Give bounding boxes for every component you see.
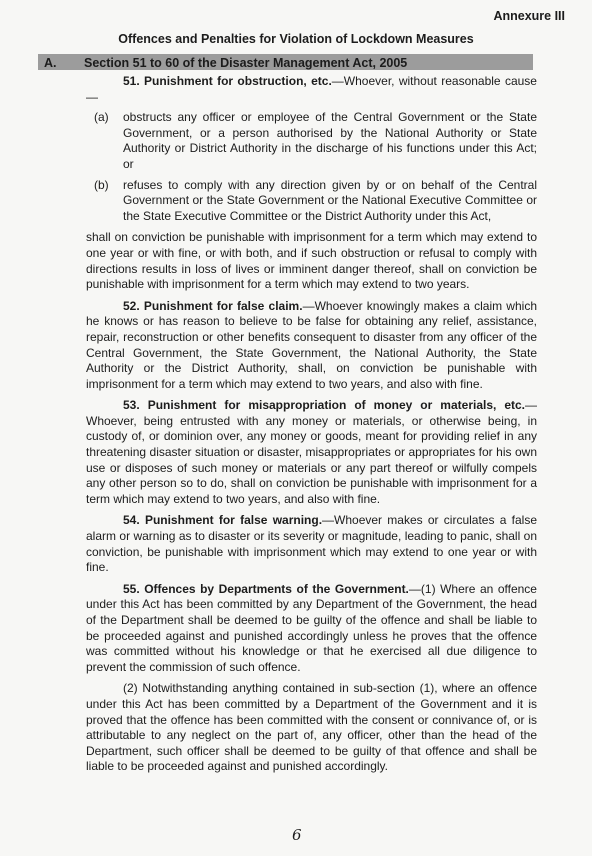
page-title: Offences and Penalties for Violation of Lockdown Measures <box>118 32 474 46</box>
section-letter: A. <box>44 56 57 70</box>
clause-a-label: (a) <box>94 110 109 125</box>
section-52-text: —Whoever knowingly makes a claim which he knows or has reason to believe to be false for obtaining any relief, assistance, repair, reconstruction or other benefits consequent to disaster from any officer of the Central Government, the State Government, the National Authority, the State Authority or the District Authority, shall, on conviction be punishable with imprisonment for a term which may extend to two years, and also with fine. <box>86 298 537 391</box>
clause-b-text: refuses to comply with any direction given by or on behalf of the Central Government or the State Government or the National Executive Committee or the State Executive Committee or the District Authority under this Act, <box>123 177 537 223</box>
section-54-heading: Punishment for false warning. <box>144 513 323 528</box>
section-55-paragraph-2: (2) Notwithstanding anything contained in sub-section (1), where an offence under this Act has been committed by a Department of the Government and it is proved that the offence has been committed with the consent or connivance of, or is attributable to any neglect on the part of, any officer, other than the head of the Department, such officer shall be deemed to be guilty of that offence and shall be liable to be proceeded against and punished accordingly. <box>86 681 537 774</box>
section-55-number: 55. <box>123 581 140 596</box>
section-52-heading: Punishment for false claim. <box>143 298 303 313</box>
section-53-heading: Punishment for misappropriation of money or materials, etc. <box>147 398 525 413</box>
section-52-number: 52. <box>123 298 140 313</box>
section-55-paragraph-1 <box>86 582 537 676</box>
section-51-heading: Punishment for obstruction, etc. <box>144 74 332 88</box>
section-53-number: 53. <box>123 398 140 413</box>
page-number: 6 <box>292 826 302 844</box>
section-55-heading: Offences by Departments of the Government. <box>144 581 409 596</box>
section-51-intro-text: —Whoever, without reasonable cause — <box>86 74 537 104</box>
section-54-number: 54. <box>123 513 140 528</box>
section-52-paragraph <box>86 299 537 393</box>
document-body <box>86 74 537 775</box>
section-51-closing: shall on conviction be punishable with imprisonment for a term which may extend to one year or with fine, or with both, and if such obstruction or refusal to comply with directions results in loss of lives or imminent danger thereof, shall on conviction be punishable with imprisonment for a term which may extend to two years. <box>86 230 537 292</box>
section-51-intro <box>86 74 537 105</box>
annexure-label: Annexure III <box>493 9 565 23</box>
section-54-paragraph <box>86 513 537 575</box>
section-53-text: — Whoever, being entrusted with any money or materials, or otherwise being, in custody of, or dominion over, any money or goods, meant for providing relief in any threatening disaster situation or disaster, misappropriates or appropriates for his own use or disposes of such money or materials or any part thereof or wilfully compels any other person so to do, shall on conviction be punishable with imprisonment for a term which may extend to two years, and also with fine. <box>86 398 537 506</box>
clause-b-label: (b) <box>94 177 109 192</box>
section-51-number: 51. <box>123 74 140 88</box>
clause-a-text: obstructs any officer or employee of the Central Government or the State Government, or a person authorised by the National Authority or State Authority or District Authority in the discharge of his functions under this Act; or <box>123 110 537 171</box>
section-54-text: —Whoever makes or circulates a false alarm or warning as to disaster or its severity or magnitude, leading to panic, shall on conviction, be punishable with imprisonment which may extend to one year or with fine. <box>86 513 537 575</box>
section-53-paragraph <box>86 398 537 507</box>
section-51-clause-a <box>86 110 537 172</box>
section-title: Section 51 to 60 of the Disaster Management Act, 2005 <box>84 56 408 70</box>
section-55-text-1: —(1) Where an offence under this Act has been committed by any Department of the Government, the head of the Department shall be deemed to be guilty of the offence and shall be liable to be proceeded against and punished accordingly unless he proves that the offence was committed without his knowledge or that he exercised all due diligence to prevent the commission of such offence. <box>86 581 537 674</box>
section-51-clause-b <box>86 178 537 225</box>
